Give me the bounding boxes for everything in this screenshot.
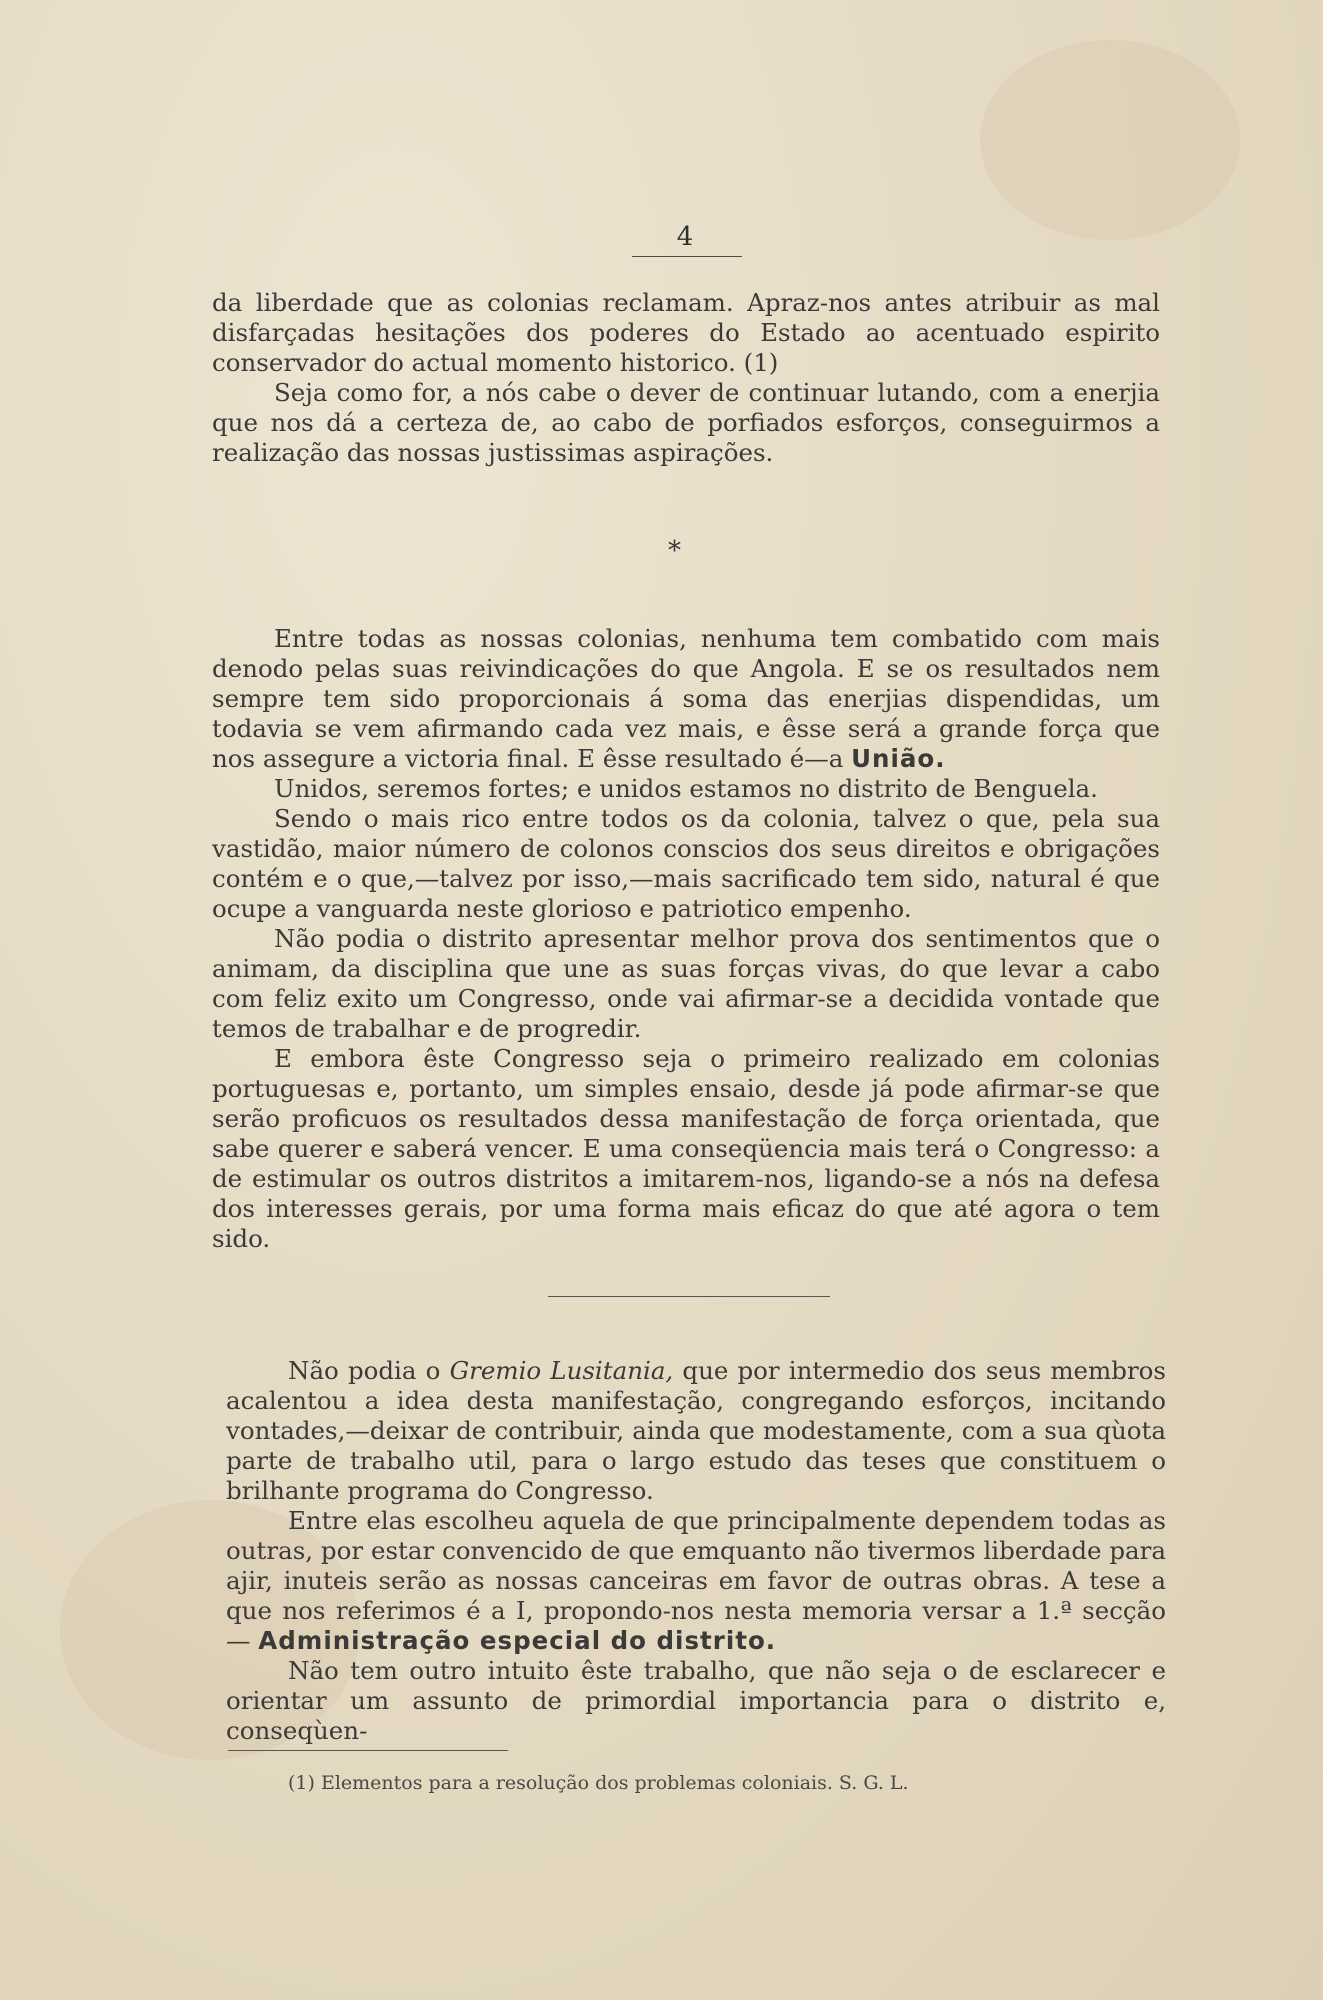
paragraph: Seja como for, a nós cabe o dever de continuar lutando, com a enerjia que nos dá a certeza de, ao cabo de porfiados esforços, conseguirmos a realização das nossas justissimas aspirações. [212, 378, 1160, 467]
paragraph: Sendo o mais rico entre todos os da colonia, talvez o que, pela sua vastidão, maior número de colonos conscios dos seus direitos e obrigações contém e o que,—talvez por isso,—mais sacrificado tem sido, natural é que ocupe a vanguarda neste glorioso e patriotico empenho. [212, 804, 1160, 923]
paragraph: Não podia o Gremio Lusitania, que por intermedio dos seus membros acalentou a idea desta manifestação, congregando esforços, incitando vontades,—deixar de contribuir, ainda que modestamente, com a sua qùota parte de trabalho util, para o largo estudo das teses que constituem o brilhante programa do Congresso. [226, 1356, 1167, 1505]
page-number-rule [632, 256, 742, 257]
bold-phrase: Administração especial do distrito. [258, 1626, 777, 1655]
paragraph: Unidos, seremos fortes; e unidos estamos no distrito de Benguela. [274, 774, 1098, 803]
paragraph: Entre elas escolheu aquela de que principalmente dependem todas as outras, por estar convencido de que emquanto não tivermos liberdade para ajir, inuteis serão as nossas canceiras em favor de outras obras. A tese a que nos referimos é a I, propondo-nos nesta memoria versar a 1.ª secção — Administração especial do distrito. [226, 1506, 1166, 1655]
paragraph: E embora êste Congresso seja o primeiro realizado em colonias portuguesas e, portanto, um simples ensaio, desde já pode afirmar-se que serão proficuos os resultados dessa manifestação de força orientada, que sabe querer e saberá vencer. E uma conseqüencia mais terá o Congresso: a de estimular os outros distritos a imitarem-nos, ligando-se a nós na defesa dos interesses gerais, por uma forma mais eficaz do que até agora o tem sido. [212, 1044, 1160, 1253]
text-block-3 [226, 1356, 1166, 1746]
footnote-rule [228, 1750, 508, 1751]
paragraph: da liberdade que as colonias reclamam. Apraz-nos antes atribuir as mal disfarçadas hesitações dos poderes do Estado ao acentuado espirito conservador do actual momento historico. (1) [212, 288, 1160, 377]
section-divider [548, 1296, 830, 1297]
paragraph: Entre todas as nossas colonias, nenhuma tem combatido com mais denodo pelas suas reivindicações do que Angola. E se os resultados nem sempre tem sido proporcionais á soma das enerjias dispendidas, um todavia se vem afirmando cada vez mais, e êsse será a grande força que nos assegure a victoria final. E êsse resultado é—a União. [212, 624, 1160, 773]
section-star: * [668, 536, 681, 566]
bold-phrase: União. [851, 744, 946, 773]
text-block-2 [212, 624, 1160, 1254]
paragraph: Não tem outro intuito êste trabalho, que não seja o de esclarecer e orientar um assunto de primordial importancia para o distrito e, conseqùen- [226, 1656, 1166, 1745]
italic-title: Gremio Lusitania, [449, 1356, 674, 1385]
paragraph: Não podia o distrito apresentar melhor prova dos sentimentos que o animam, da disciplina que une as suas forças vivas, do que levar a cabo com feliz exito um Congresso, onde vai afirmar-se a decidida vontade que temos de trabalhar e de progredir. [212, 924, 1160, 1043]
paper-stain [980, 40, 1240, 240]
page-number: 4 [676, 222, 694, 252]
text-block-1 [212, 288, 1160, 468]
footnote: (1) Elementos para a resolução dos problemas coloniais. S. G. L. [288, 1772, 909, 1794]
